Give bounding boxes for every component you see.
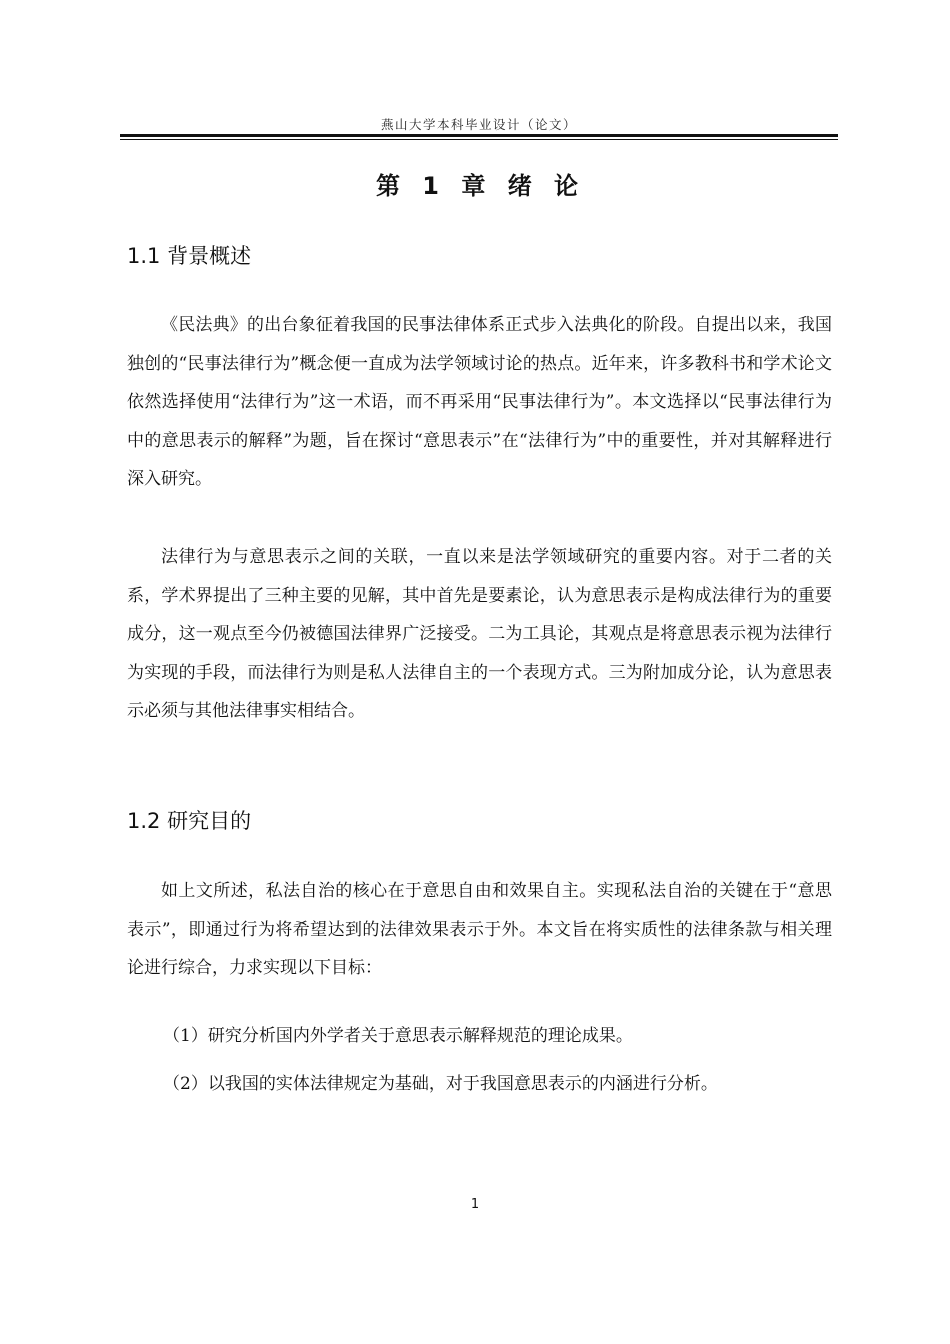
- section-heading-1-1: 1.1 背景概述: [127, 244, 252, 268]
- paragraph-purpose-1: 如上文所述，私法自治的核心在于意思自由和效果自主。实现私法自治的关键在于“意思表示”，即通过行为将希望达到的法律效果表示于外。本文旨在将实质性的法律条款与相关理论进行综合，力求实现以下目标：: [127, 881, 832, 978]
- chapter-title: 第 1 章 绪 论: [375, 172, 583, 200]
- page-number: 1: [470, 1197, 480, 1212]
- header-rule-thick: [120, 134, 838, 137]
- list-item-goal-1: （1）研究分析国内外学者关于意思表示解释规范的理论成果。: [163, 1026, 633, 1046]
- running-header: 燕山大学本科毕业设计（论文）: [380, 117, 577, 132]
- section-heading-1-2: 1.2 研究目的: [127, 809, 252, 833]
- list-item-goal-2: （2）以我国的实体法律规定为基础，对于我国意思表示的内涵进行分析。: [163, 1074, 718, 1094]
- paragraph-background-2: 法律行为与意思表示之间的关联，一直以来是法学领域研究的重要内容。对于二者的关系，学术界提出了三种主要的见解，其中首先是要素论，认为意思表示是构成法律行为的重要成分，这一观点至今仍被德国法律界广泛接受。二为工具论，其观点是将意思表示视为法律行为实现的手段，而法律行为则是私人法律自主的一个表现方式。三为附加成分论，认为意思表示必须与其他法律事实相结合。: [127, 547, 832, 721]
- header-rule-thin: [120, 139, 838, 140]
- paragraph-background-1: 《民法典》的出台象征着我国的民事法律体系正式步入法典化的阶段。自提出以来，我国独创的“民事法律行为”概念便一直成为法学领域讨论的热点。近年来，许多教科书和学术论文依然选择使用“法律行为”这一术语，而不再采用“民事法律行为”。本文选择以“民事法律行为中的意思表示的解释”为题，旨在探讨“意思表示”在“法律行为”中的重要性，并对其解释进行深入研究。: [127, 315, 832, 489]
